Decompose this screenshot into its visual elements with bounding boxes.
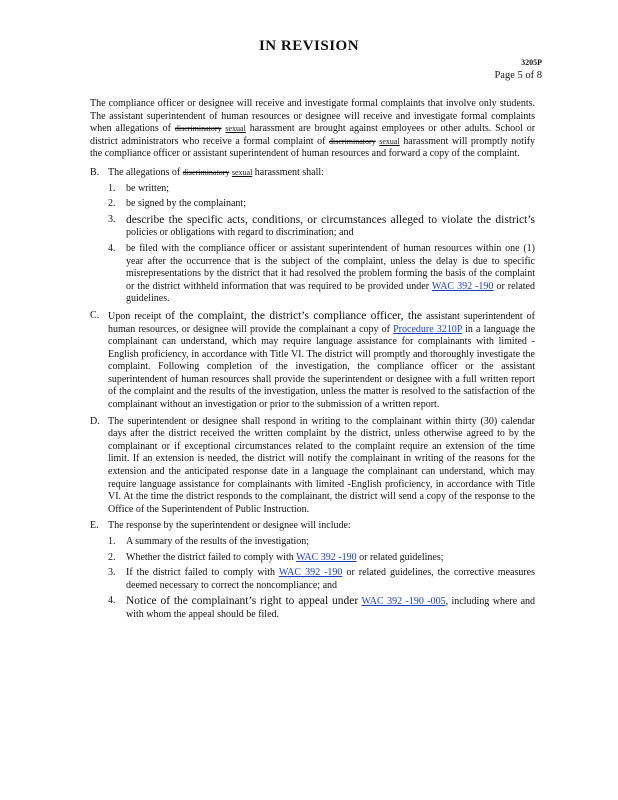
item-number: 1. xyxy=(108,536,116,547)
item-text-end: or related guidelines; xyxy=(359,551,444,563)
item-text: A summary of the results of the investigation; xyxy=(126,536,310,547)
item-number: 3. xyxy=(108,213,116,225)
struck-word: discriminatory xyxy=(329,136,376,146)
list-item xyxy=(108,243,535,306)
section-b xyxy=(90,167,535,306)
list-item xyxy=(108,567,535,592)
item-text-end: or related guidelines. xyxy=(126,280,535,305)
section-b-text-end: harassment shall: xyxy=(254,166,324,178)
section-letter: C. xyxy=(90,309,100,321)
item-number: 2. xyxy=(108,551,116,563)
section-b-heading xyxy=(108,167,535,180)
item-number: 2. xyxy=(108,198,116,210)
intro-text-2: harassment are brought against employees or other adults. School or district administrators who receive a formal complaint of xyxy=(90,123,536,147)
struck-word: discriminatory xyxy=(174,124,222,134)
item-text: be written; xyxy=(126,182,170,194)
struck-word: discriminatory xyxy=(182,167,230,177)
section-b-text: The allegations of xyxy=(108,166,181,178)
list-item xyxy=(108,536,535,549)
section-e-heading: The response by the superintendent or designee will include: xyxy=(108,520,351,532)
item-text: be filed with the compliance officer or assistant superintendent of human resources within one (1) year after the occurrence that is the subject of the complaint, unless the delay is due to specific misrepresentations by the district that it had resolved the problem forming the basis of the complaint or the district withheld information that was required to be provided under xyxy=(126,242,535,292)
section-c-text-end: in a language the complainant can understand, which may require language assistance for complainants with limited -English proficiency, in accordance with Title VI. The district will promptly and thoroughly investigate the complaint. Following completion of the investigation, the compliance officer or the assistant superintendent of human resources shall provide the superintendent or designee with a full written report of the complaint and the results of the investigation, unless the matter is resolved to the satisfaction of the complainant without an investigation or prior to the submission of a written report. xyxy=(108,323,536,411)
section-c-text: Upon receipt xyxy=(108,310,162,322)
intro-text-3: harassment will promptly notify the compliance officer or assistant superintendent of human resources and forward a copy of the complaint. xyxy=(90,135,536,160)
section-c xyxy=(90,310,535,412)
item-text: policies or obligations with regard to discrimination; and xyxy=(126,227,354,239)
item-emphasis: describe the specific acts, conditions, or circumstances alleged to violate the district’s xyxy=(126,213,535,226)
inserted-word: sexual xyxy=(379,136,400,146)
list-item xyxy=(108,183,535,196)
wac-link[interactable]: WAC 392 -190 xyxy=(431,280,494,292)
list-item xyxy=(108,552,535,565)
section-d xyxy=(90,416,535,517)
inserted-word: sexual xyxy=(231,167,253,177)
section-c-text-mid: assistant superintendent of human resources, or designee will provide the complainant a copy of xyxy=(108,310,535,335)
section-c-emphasis: of the complaint, the district’s compliance officer, the xyxy=(165,309,422,322)
item-text: Whether the district failed to comply with xyxy=(126,551,294,563)
intro-text-1: The compliance officer or designee will receive and investigate formal complaints that involve only students. The assistant superintendent of human resources or designee will receive and investigate formal complaints when allegations of xyxy=(90,98,535,135)
item-text: be signed by the complainant; xyxy=(126,198,246,210)
document-number: 3205P xyxy=(521,58,542,67)
item-number: 1. xyxy=(108,182,116,194)
item-text-end: or related guidelines, the corrective measures deemed necessary to correct the noncompliance; and xyxy=(126,567,536,591)
wac-link[interactable]: WAC 392 -190 xyxy=(296,551,357,563)
document-title: IN REVISION xyxy=(258,38,360,54)
intro-paragraph xyxy=(90,98,535,161)
document-body xyxy=(90,98,535,622)
item-emphasis: Notice of the complainant’s right to appeal under xyxy=(126,595,359,608)
list-item xyxy=(108,198,535,211)
inserted-word: sexual xyxy=(225,124,246,134)
item-number: 3. xyxy=(108,567,116,579)
item-number: 4. xyxy=(108,242,116,254)
section-d-text: The superintendent or designee shall respond in writing to the complainant within thirty (30) calendar days after the district received the written complaint by the district, unless otherwise agreed to by the complainant or if exceptional circumstances related to the complaint require an extension of the time limit. If an extension is needed, the district will notify the complainant in writing of the reasons for the extension and the anticipated response date in a language the complainant can understand, which may require language assistance for complainants with limited -English proficiency, in accordance with Title VI. At the time the district responds to the complainant, the district will send a copy of the response to the Office of the Superintendent of Public Instruction. xyxy=(108,415,535,515)
list-item xyxy=(108,595,535,621)
item-text-end: , including where and with whom the appeal should be filed. xyxy=(126,596,536,620)
section-e xyxy=(90,520,535,621)
list-item xyxy=(108,214,535,240)
wac-link[interactable]: WAC 392 -190 xyxy=(278,567,343,579)
section-letter: D. xyxy=(90,415,100,427)
procedure-link[interactable]: Procedure 3210P xyxy=(393,323,462,335)
item-number: 4. xyxy=(108,595,116,607)
wac-link[interactable]: WAC 392 -190 -005 xyxy=(361,596,446,608)
section-letter: B. xyxy=(90,166,100,178)
item-text: If the district failed to comply with xyxy=(126,567,276,579)
section-letter: E. xyxy=(90,520,99,532)
page-number: Page 5 of 8 xyxy=(494,70,542,81)
